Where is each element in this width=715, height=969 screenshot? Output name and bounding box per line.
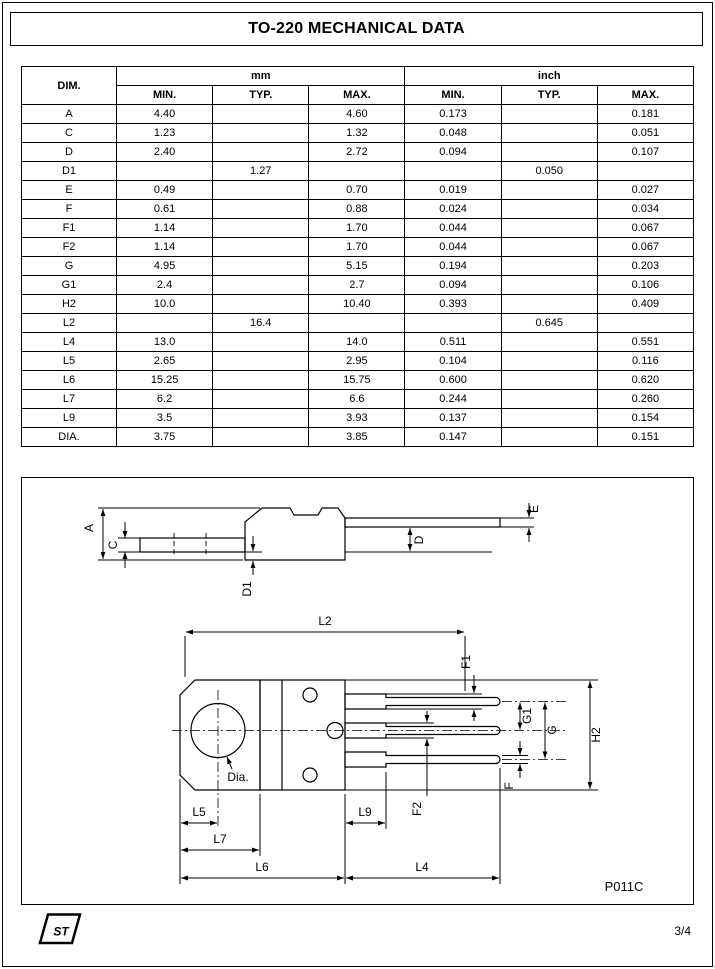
cell-dim: H2 — [22, 295, 117, 314]
cell-mm_typ — [213, 238, 309, 257]
lead-1 — [345, 694, 500, 709]
cell-mm_min: 2.65 — [117, 352, 213, 371]
cell-inch_min: 0.019 — [405, 181, 501, 200]
dim-label-l5: L5 — [192, 805, 206, 819]
dim-label-l7: L7 — [213, 832, 227, 846]
cell-mm_min — [117, 314, 213, 333]
cell-dim: L7 — [22, 390, 117, 409]
cell-mm_max: 6.6 — [309, 390, 405, 409]
cell-inch_min: 0.393 — [405, 295, 501, 314]
cell-inch_max: 0.154 — [597, 409, 693, 428]
cell-inch_min: 0.147 — [405, 428, 501, 447]
dim-label-f2: F2 — [410, 801, 424, 817]
cell-mm_max: 3.85 — [309, 428, 405, 447]
dim-f1 — [386, 655, 482, 721]
dim-label-l9: L9 — [358, 805, 372, 819]
cell-inch_max: 0.620 — [597, 371, 693, 390]
table-row — [22, 124, 694, 143]
cell-dim: L9 — [22, 409, 117, 428]
cell-dim: F — [22, 200, 117, 219]
cell-mm_max: 2.95 — [309, 352, 405, 371]
cell-inch_typ — [501, 257, 597, 276]
cell-mm_typ — [213, 200, 309, 219]
table-header-row-minmax — [22, 86, 694, 105]
header-mm-max: MAX. — [309, 86, 405, 105]
cell-inch_min: 0.048 — [405, 124, 501, 143]
table-row — [22, 143, 694, 162]
dim-l4 — [346, 768, 500, 884]
cell-mm_min: 6.2 — [117, 390, 213, 409]
table-row — [22, 352, 694, 371]
dim-label-a: A — [82, 523, 96, 533]
cell-mm_min: 13.0 — [117, 333, 213, 352]
cell-mm_min: 4.40 — [117, 105, 213, 124]
dim-g — [545, 703, 559, 759]
dim-table-body — [22, 105, 694, 447]
cell-dim: DIA. — [22, 428, 117, 447]
cell-inch_typ — [501, 371, 597, 390]
lead-3 — [345, 752, 500, 767]
cell-mm_typ — [213, 390, 309, 409]
header-inch: inch — [405, 67, 694, 86]
cell-dim: L5 — [22, 352, 117, 371]
cell-inch_max: 0.067 — [597, 219, 693, 238]
drawing-code: P011C — [604, 879, 644, 894]
cell-mm_min: 10.0 — [117, 295, 213, 314]
cell-mm_min: 3.5 — [117, 409, 213, 428]
cell-mm_min: 0.49 — [117, 181, 213, 200]
cell-inch_max: 0.107 — [597, 143, 693, 162]
cell-inch_typ — [501, 238, 597, 257]
cell-inch_typ: 0.050 — [501, 162, 597, 181]
cell-inch_max — [597, 314, 693, 333]
title-box — [10, 12, 703, 46]
dim-d — [410, 528, 426, 551]
cell-dim: F1 — [22, 219, 117, 238]
cell-inch_typ — [501, 124, 597, 143]
dim-label-c: C — [106, 540, 120, 550]
cell-mm_max: 2.7 — [309, 276, 405, 295]
cell-inch_min: 0.094 — [405, 276, 501, 295]
dim-l9 — [346, 772, 386, 829]
cell-inch_typ — [501, 200, 597, 219]
header-dim: DIM. — [22, 67, 117, 105]
cell-inch_min — [405, 162, 501, 181]
lead-2 — [345, 723, 500, 738]
cell-mm_min: 1.23 — [117, 124, 213, 143]
page-title: TO-220 MECHANICAL DATA — [248, 20, 465, 37]
cell-inch_min: 0.044 — [405, 238, 501, 257]
dim-c — [106, 522, 140, 568]
cell-mm_typ: 16.4 — [213, 314, 309, 333]
cell-mm_max: 5.15 — [309, 257, 405, 276]
cell-inch_max: 0.203 — [597, 257, 693, 276]
cell-inch_max — [597, 162, 693, 181]
cell-dim: L6 — [22, 371, 117, 390]
side-view — [82, 503, 541, 597]
cell-mm_max: 4.60 — [309, 105, 405, 124]
table-row — [22, 276, 694, 295]
dim-label-g: G — [545, 725, 559, 735]
table-row — [22, 105, 694, 124]
to220-package-drawing — [22, 478, 693, 904]
cell-inch_min: 0.024 — [405, 200, 501, 219]
cell-inch_max: 0.027 — [597, 181, 693, 200]
drawing-box — [21, 477, 694, 905]
cell-inch_max: 0.067 — [597, 238, 693, 257]
header-mm-min: MIN. — [117, 86, 213, 105]
dim-l5 — [181, 805, 217, 823]
header-mm-typ: TYP. — [213, 86, 309, 105]
cell-dim: F2 — [22, 238, 117, 257]
page-number: 3/4 — [674, 924, 691, 938]
cell-inch_typ — [501, 390, 597, 409]
cell-inch_max: 0.034 — [597, 200, 693, 219]
cell-inch_typ — [501, 295, 597, 314]
table-row — [22, 371, 694, 390]
cell-inch_max: 0.051 — [597, 124, 693, 143]
cell-inch_typ — [501, 428, 597, 447]
header-inch-max: MAX. — [597, 86, 693, 105]
cell-mm_typ — [213, 181, 309, 200]
table-row — [22, 314, 694, 333]
dim-d1 — [240, 536, 254, 597]
cell-mm_typ: 1.27 — [213, 162, 309, 181]
cell-inch_max: 0.260 — [597, 390, 693, 409]
cell-mm_max: 10.40 — [309, 295, 405, 314]
dim-label-g1: G1 — [520, 707, 534, 725]
table-row — [22, 409, 694, 428]
cell-dim: G — [22, 257, 117, 276]
cell-mm_typ — [213, 219, 309, 238]
dim-label-l2: L2 — [318, 614, 332, 628]
cell-inch_typ — [501, 276, 597, 295]
cell-mm_max: 1.32 — [309, 124, 405, 143]
cell-mm_max: 2.72 — [309, 143, 405, 162]
cell-mm_min: 2.40 — [117, 143, 213, 162]
cell-inch_min: 0.600 — [405, 371, 501, 390]
cell-inch_max: 0.409 — [597, 295, 693, 314]
cell-mm_max — [309, 314, 405, 333]
cell-inch_min — [405, 314, 501, 333]
cell-inch_typ — [501, 352, 597, 371]
cell-inch_typ — [501, 219, 597, 238]
cell-dim: C — [22, 124, 117, 143]
cell-mm_typ — [213, 409, 309, 428]
cell-mm_max: 1.70 — [309, 238, 405, 257]
cell-mm_min: 2.4 — [117, 276, 213, 295]
cell-mm_max: 14.0 — [309, 333, 405, 352]
dim-label-d: D — [412, 535, 426, 545]
dim-g1 — [520, 703, 534, 730]
header-inch-typ: TYP. — [501, 86, 597, 105]
header-mm: mm — [117, 67, 405, 86]
cell-inch_typ — [501, 143, 597, 162]
cell-inch_min: 0.511 — [405, 333, 501, 352]
cell-dim: L4 — [22, 333, 117, 352]
cell-mm_max: 0.70 — [309, 181, 405, 200]
cell-mm_max: 3.93 — [309, 409, 405, 428]
cell-mm_typ — [213, 352, 309, 371]
cell-dim: G1 — [22, 276, 117, 295]
cell-mm_min: 0.61 — [117, 200, 213, 219]
table-row — [22, 181, 694, 200]
cell-inch_max: 0.181 — [597, 105, 693, 124]
cell-mm_typ — [213, 124, 309, 143]
cell-dim: D1 — [22, 162, 117, 181]
cell-dim: E — [22, 181, 117, 200]
st-logo-text: ST — [53, 924, 69, 939]
table-row — [22, 390, 694, 409]
cell-inch_typ — [501, 105, 597, 124]
dim-e — [500, 503, 541, 542]
st-logo — [38, 912, 82, 946]
table-row — [22, 200, 694, 219]
table-row — [22, 295, 694, 314]
front-view — [172, 614, 603, 884]
cell-inch_typ: 0.645 — [501, 314, 597, 333]
cell-inch_max: 0.116 — [597, 352, 693, 371]
table-row — [22, 428, 694, 447]
cell-inch_min: 0.244 — [405, 390, 501, 409]
dim-label-h2: H2 — [589, 727, 603, 743]
dimensions-table — [21, 66, 694, 447]
cell-mm_typ — [213, 371, 309, 390]
dim-label-f1: F1 — [459, 654, 473, 670]
cell-inch_min: 0.094 — [405, 143, 501, 162]
cell-mm_typ — [213, 276, 309, 295]
dim-label-f: F — [502, 782, 516, 790]
cell-inch_min: 0.044 — [405, 219, 501, 238]
cell-inch_max: 0.106 — [597, 276, 693, 295]
cell-inch_typ — [501, 181, 597, 200]
cell-mm_min: 1.14 — [117, 219, 213, 238]
dim-label-dia: Dia. — [227, 770, 249, 784]
cell-dim: L2 — [22, 314, 117, 333]
dim-label-l4: L4 — [415, 860, 429, 874]
table-row — [22, 219, 694, 238]
side-view-outline — [140, 508, 500, 560]
cell-inch_min: 0.194 — [405, 257, 501, 276]
cell-mm_min: 4.95 — [117, 257, 213, 276]
cell-inch_max: 0.551 — [597, 333, 693, 352]
cell-inch_min: 0.173 — [405, 105, 501, 124]
header-inch-min: MIN. — [405, 86, 501, 105]
cell-mm_max — [309, 162, 405, 181]
table-row — [22, 257, 694, 276]
table-row — [22, 238, 694, 257]
dim-label-d1: D1 — [240, 581, 254, 597]
cell-mm_min: 15.25 — [117, 371, 213, 390]
cell-mm_typ — [213, 257, 309, 276]
dim-l7 — [181, 794, 260, 856]
cell-inch_typ — [501, 333, 597, 352]
cell-inch_min: 0.104 — [405, 352, 501, 371]
cell-mm_min: 3.75 — [117, 428, 213, 447]
cell-mm_min — [117, 162, 213, 181]
cell-mm_typ — [213, 333, 309, 352]
dim-dia — [227, 757, 249, 784]
cell-dim: A — [22, 105, 117, 124]
cell-inch_min: 0.137 — [405, 409, 501, 428]
cell-mm_max: 1.70 — [309, 219, 405, 238]
table-header-row-units — [22, 67, 694, 86]
dim-label-e: E — [527, 504, 541, 514]
table-row — [22, 333, 694, 352]
cell-mm_typ — [213, 428, 309, 447]
cell-mm_max: 0.88 — [309, 200, 405, 219]
cell-inch_typ — [501, 409, 597, 428]
cell-mm_typ — [213, 105, 309, 124]
dim-l6 — [180, 779, 345, 884]
cell-mm_min: 1.14 — [117, 238, 213, 257]
table-row — [22, 162, 694, 181]
dim-label-l6: L6 — [255, 860, 269, 874]
cell-inch_max: 0.151 — [597, 428, 693, 447]
cell-dim: D — [22, 143, 117, 162]
cell-mm_typ — [213, 143, 309, 162]
dim-f — [502, 741, 528, 790]
cell-mm_typ — [213, 295, 309, 314]
cell-mm_max: 15.75 — [309, 371, 405, 390]
